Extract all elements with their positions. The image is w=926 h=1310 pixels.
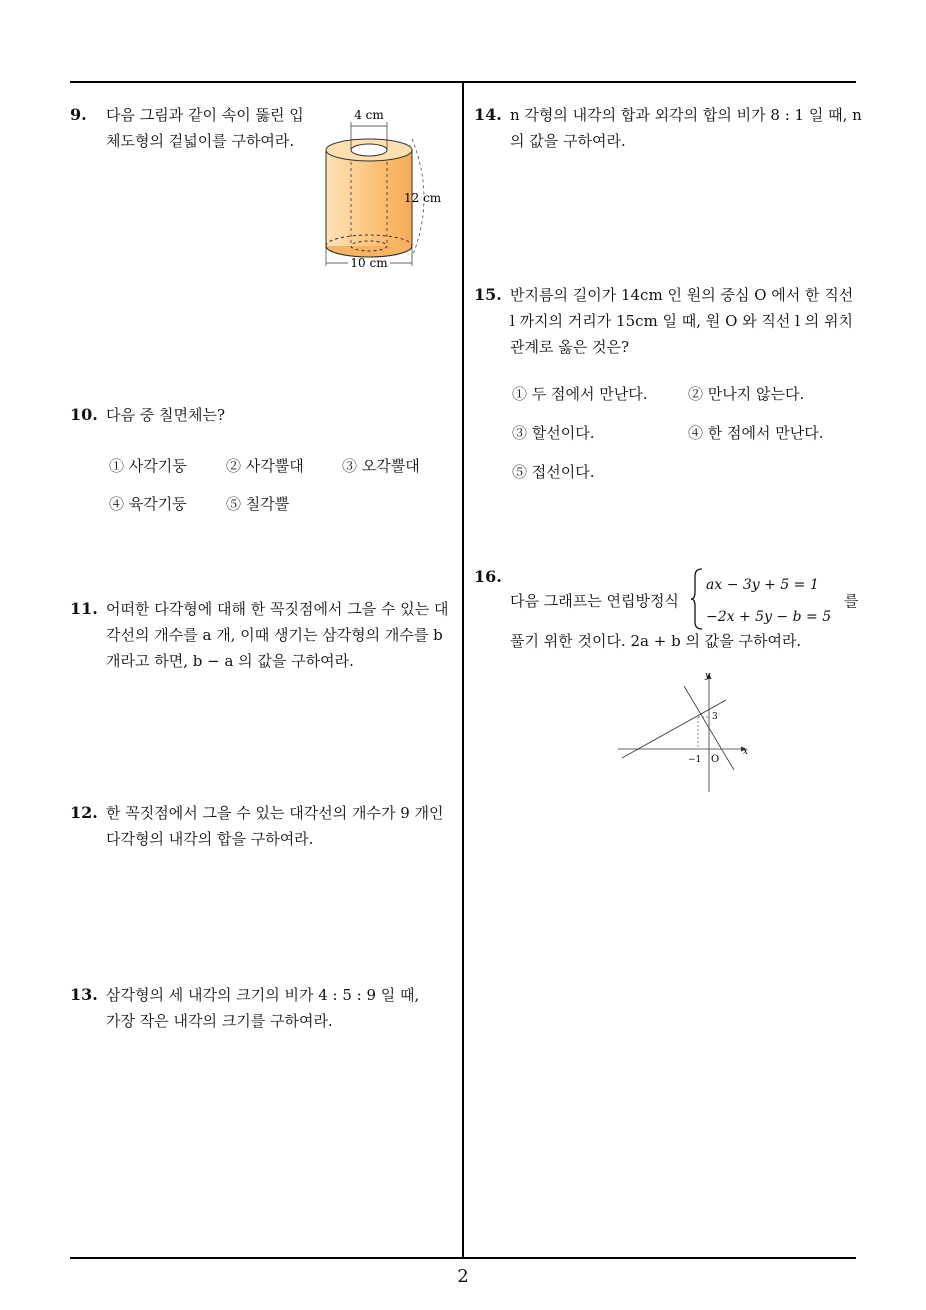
question-13: [70, 982, 460, 1038]
option-2[interactable]: ② 만나지 않는다.: [688, 385, 805, 403]
hollow-cylinder-figure: [318, 108, 458, 270]
option-5[interactable]: ⑤ 칠각뿔: [226, 495, 290, 513]
question-text-line: 어떠한 다각형에 대해 한 꼭짓점에서 그을 수 있는 대: [106, 600, 449, 618]
question-14: [474, 102, 864, 158]
question-text-line: 관계로 옳은 것은?: [510, 338, 630, 356]
question-text-line: n 각형의 내각의 합과 외각의 합의 비가 8 : 1 일 때, n: [510, 106, 862, 124]
question-text-line: 개라고 하면, b − a 의 값을 구하여라.: [106, 652, 354, 670]
question-text-line: 다음 중 칠면체는?: [106, 406, 226, 424]
equation-2: −2x + 5y − b = 5: [706, 609, 832, 625]
question-15: [474, 282, 864, 362]
page-number: 2: [457, 1266, 469, 1287]
inner-top-hole: [351, 144, 387, 156]
option-1[interactable]: ① 두 점에서 만난다.: [512, 385, 648, 403]
equation-1: ax − 3y + 5 = 1: [706, 577, 819, 593]
question-number: 11.: [70, 599, 98, 618]
question-number: 9.: [70, 105, 87, 124]
option-2[interactable]: ② 사각뿔대: [226, 457, 304, 475]
question-number: 16.: [474, 567, 502, 586]
origin-label: O: [711, 754, 720, 765]
option-3[interactable]: ③ 할선이다.: [512, 424, 595, 442]
question-text-line: 반지름의 길이가 14cm 인 원의 중심 O 에서 한 직선: [510, 286, 854, 304]
question-text-line: 를: [844, 592, 859, 610]
question-number: 14.: [474, 105, 502, 124]
y-tick-label: 3: [712, 712, 718, 722]
question-11: [70, 596, 460, 676]
question-number: 13.: [70, 985, 98, 1004]
question-text-line: 한 꼭짓점에서 그을 수 있는 대각선의 개수가 9 개인: [106, 804, 444, 822]
option-5[interactable]: ⑤ 접선이다.: [512, 463, 595, 481]
question-text-line: l 까지의 거리가 15cm 일 때, 원 O 와 직선 l 의 위치: [510, 312, 853, 330]
question-16: [474, 564, 864, 664]
column-divider: [462, 81, 464, 1259]
question-number: 10.: [70, 405, 98, 424]
x-axis-label: x: [743, 747, 749, 757]
question-number: 12.: [70, 803, 98, 822]
question-text-line: 다음 그래프는 연립방정식: [510, 592, 679, 610]
x-tick-label: −1: [688, 755, 702, 765]
y-axis-label: y: [705, 671, 711, 681]
question-text-line: 의 값을 구하여라.: [510, 132, 626, 150]
option-4[interactable]: ④ 육각기둥: [109, 495, 187, 513]
question-9: [70, 102, 450, 282]
question-10: [70, 402, 450, 432]
question-text-line: 가장 작은 내각의 크기를 구하여라.: [106, 1012, 333, 1030]
linear-graph-figure: [612, 668, 756, 796]
height-dimension-label: 12 cm: [404, 191, 442, 205]
option-4[interactable]: ④ 한 점에서 만난다.: [688, 424, 824, 442]
question-text-line: 삼각형의 세 내각의 크기의 비가 4 : 5 : 9 일 때,: [106, 986, 420, 1004]
question-text-line: 체도형의 겉넓이를 구하여라.: [106, 132, 295, 150]
bottom-dimension-label: 10 cm: [350, 256, 388, 270]
question-text-line: 다각형의 내각의 합을 구하여라.: [106, 830, 314, 848]
question-text-line: 풀기 위한 것이다. 2a + b 의 값을 구하여라.: [510, 632, 802, 650]
question-text-line: 각선의 개수를 a 개, 이때 생기는 삼각형의 개수를 b: [106, 626, 443, 644]
system-brace: [690, 568, 704, 630]
question-text-line: 다음 그림과 같이 속이 뚫린 입: [106, 106, 304, 124]
option-3[interactable]: ③ 오각뿔대: [342, 457, 420, 475]
question-12: [70, 800, 460, 856]
top-dimension-label: 4 cm: [354, 108, 384, 122]
question-number: 15.: [474, 285, 502, 304]
option-1[interactable]: ① 사각기둥: [109, 457, 187, 475]
